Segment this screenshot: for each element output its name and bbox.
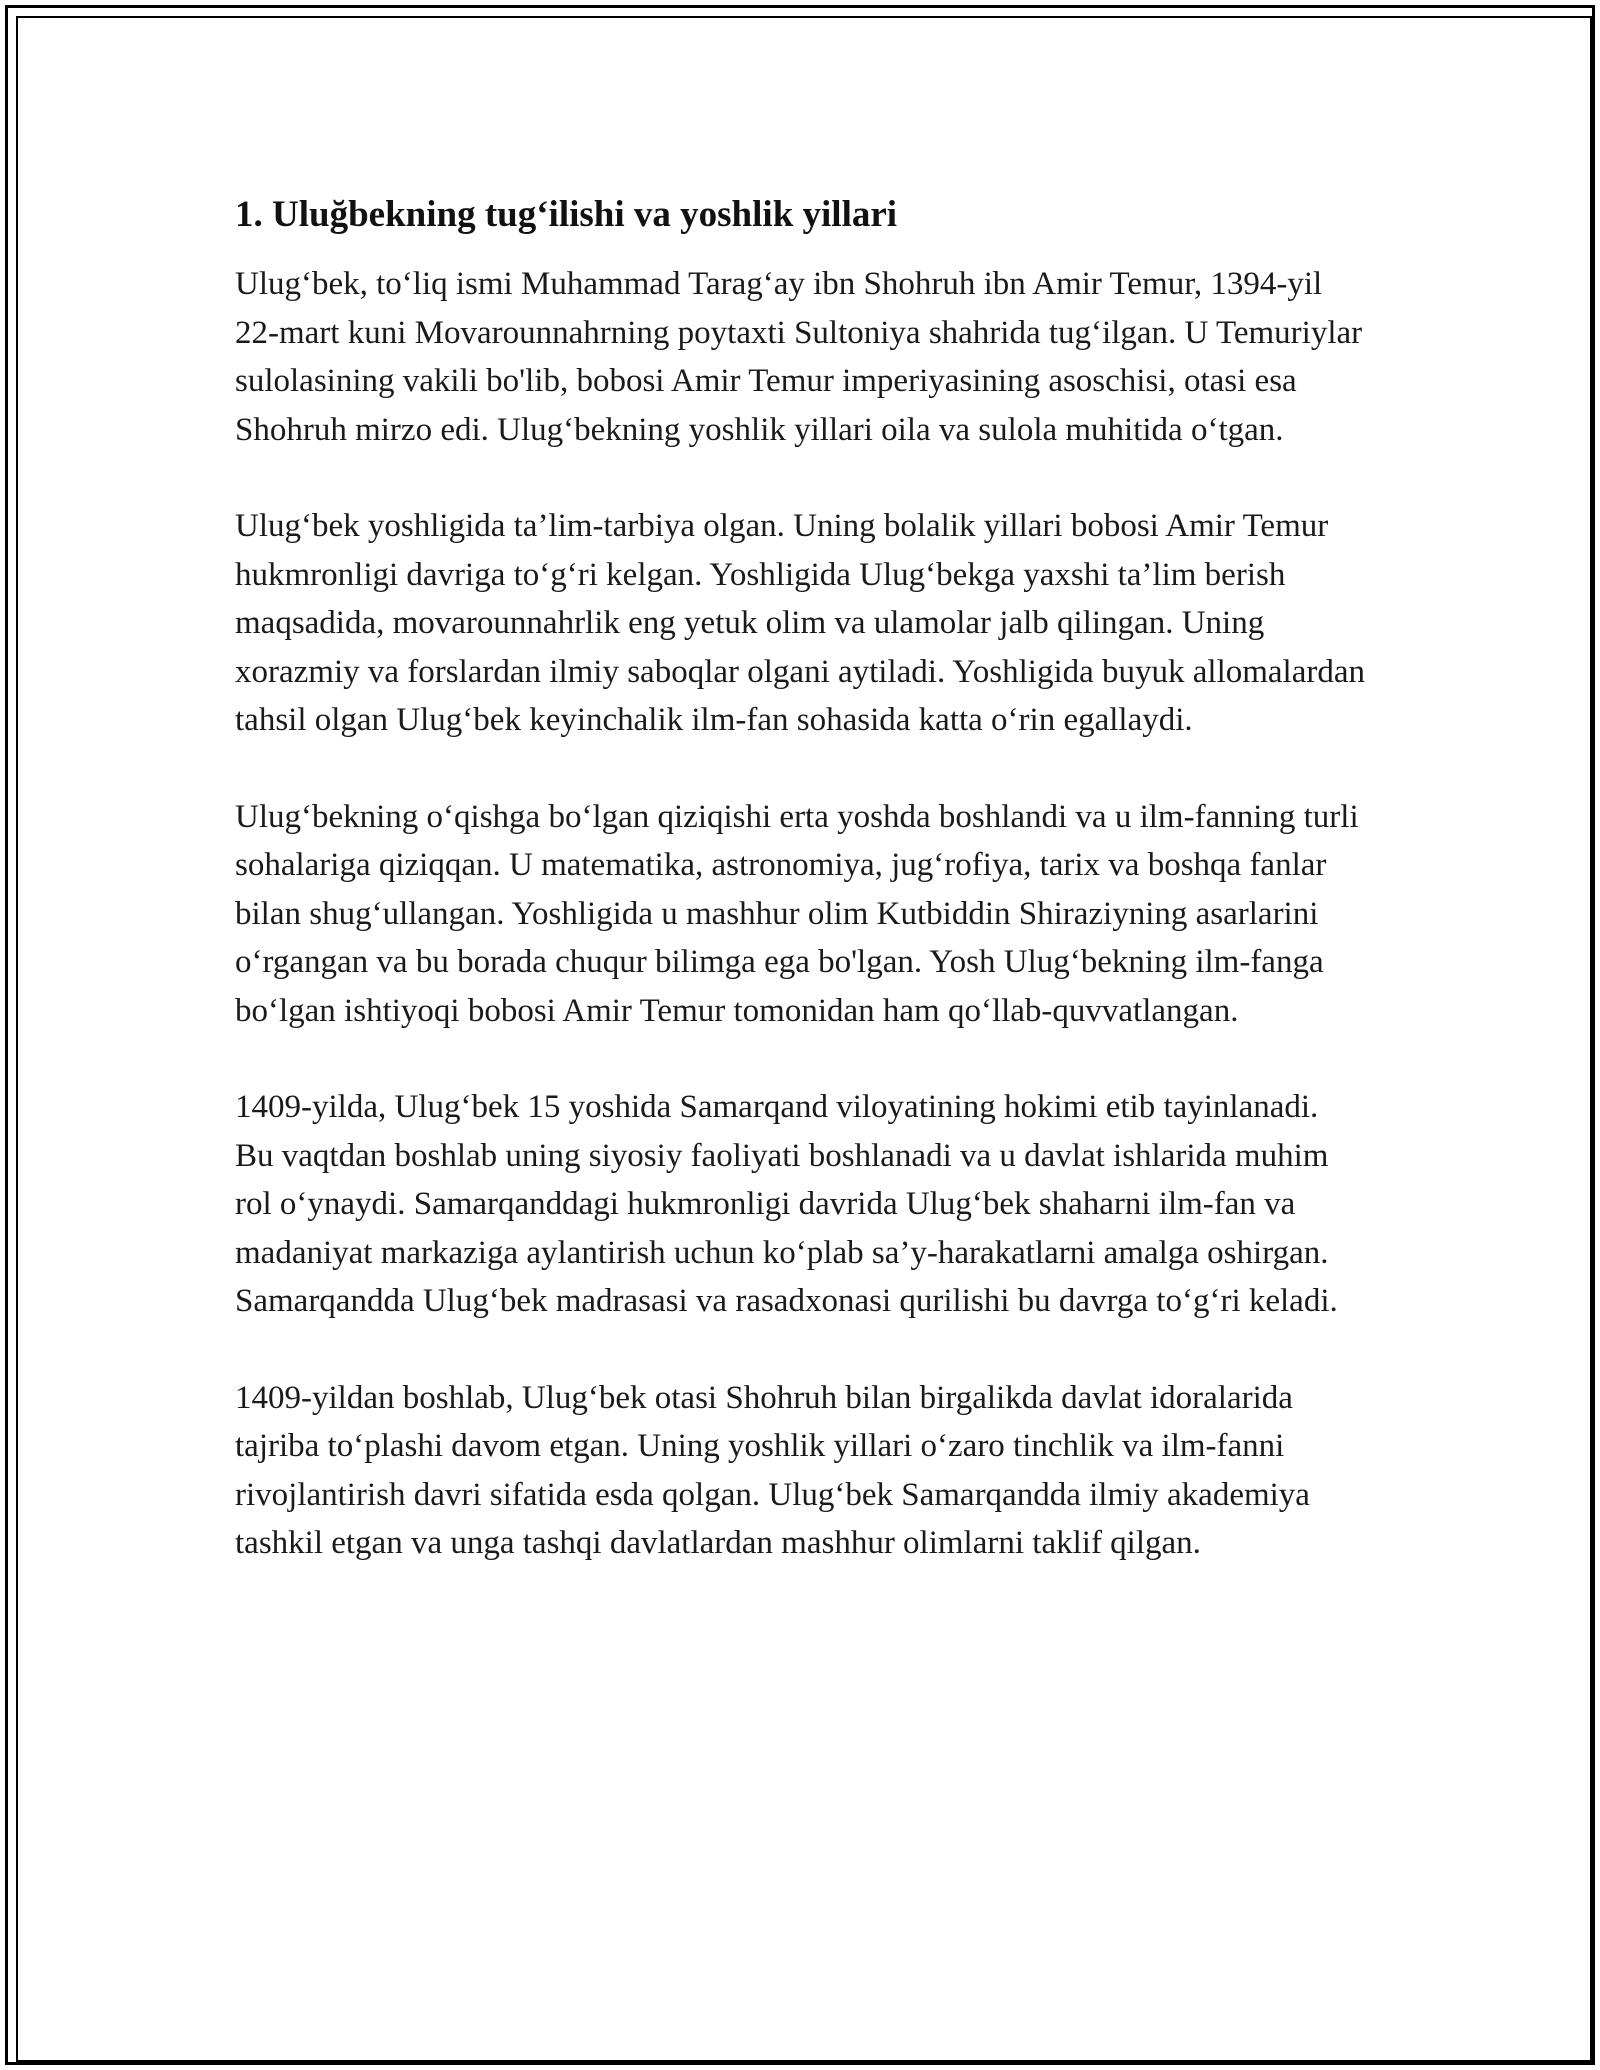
- paragraph-3: Ulug‘bekning o‘qishga bo‘lgan qiziqishi erta yoshda boshlandi va u ilm-fanning turli sohalariga qiziqqan. U matematika, astronomiya, jug‘rofiya, tarix va boshqa fanlar bilan shug‘ullangan. Yoshligida u mashhur olim Kutbiddin Shiraziyning asarlarini o‘rgangan va bu borada chuqur bilimga ega bo'lgan. Yosh Ulug‘bekning ilm-fanga bo‘lgan ishtiyoqi bobosi Amir Temur tomonidan ham qo‘llab-quvvatlangan.: [235, 798, 1359, 1029]
- document-title: 1. Uluğbekning tug‘ilishi va yoshlik yillari: [235, 194, 898, 235]
- paragraph-5: 1409-yildan boshlab, Ulug‘bek otasi Shohruh bilan birgalikda davlat idoralarida tajriba to‘plashi davom etgan. Uning yoshlik yillari o‘zaro tinchlik va ilm-fanni rivojlantirish davri sifatida esda qolgan. Ulug‘bek Samarqandda ilmiy akademiya tashkil etgan va unga tashqi davlatlardan mashhur olimlarni taklif qilgan.: [235, 1379, 1310, 1561]
- paragraph-2: Ulug‘bek yoshligida ta’lim-tarbiya olgan. Uning bolalik yillari bobosi Amir Temur hukmronligi davriga to‘g‘ri kelgan. Yoshligida Ulug‘bekga yaxshi ta’lim berish maqsadida, movarounnahrlik eng yetuk olim va ulamolar jalb qilingan. Uning xorazmiy va forslardan ilmiy saboqlar olgani aytiladi. Yoshligida buyuk allomalardan tahsil olgan Ulug‘bek keyinchalik ilm-fan sohasida katta o‘rin egallaydi.: [235, 508, 1366, 738]
- document-body: [235, 190, 1365, 1616]
- paragraph-4: 1409-yilda, Ulug‘bek 15 yoshida Samarqand viloyatining hokimi etib tayinlanadi. Bu vaqtdan boshlab uning siyosiy faoliyati boshlanadi va u davlat ishlarida muhim rol o‘ynaydi. Samarqanddagi hukmronligi davrida Ulug‘bek shaharni ilm-fan va madaniyat markaziga aylantirish uchun ko‘plab sa’y-harakatlarni amalga oshirgan. Samarqandda Ulug‘bek madrasasi va rasadxonasi qurilishi bu davrga to‘g‘ri keladi.: [235, 1089, 1338, 1319]
- paragraph-1: Ulug‘bek, to‘liq ismi Muhammad Tarag‘ay ibn Shohruh ibn Amir Temur, 1394-yil 22-mart kuni Movarounnahrning poytaxti Sultoniya shahrida tug‘ilgan. U Temuriylar sulolasining vakili bo'lib, bobosi Amir Temur imperiyasining asoschisi, otasi esa Shohruh mirzo edi. Ulug‘bekning yoshlik yillari oila va sulola muhitida o‘tgan.: [235, 266, 1363, 448]
